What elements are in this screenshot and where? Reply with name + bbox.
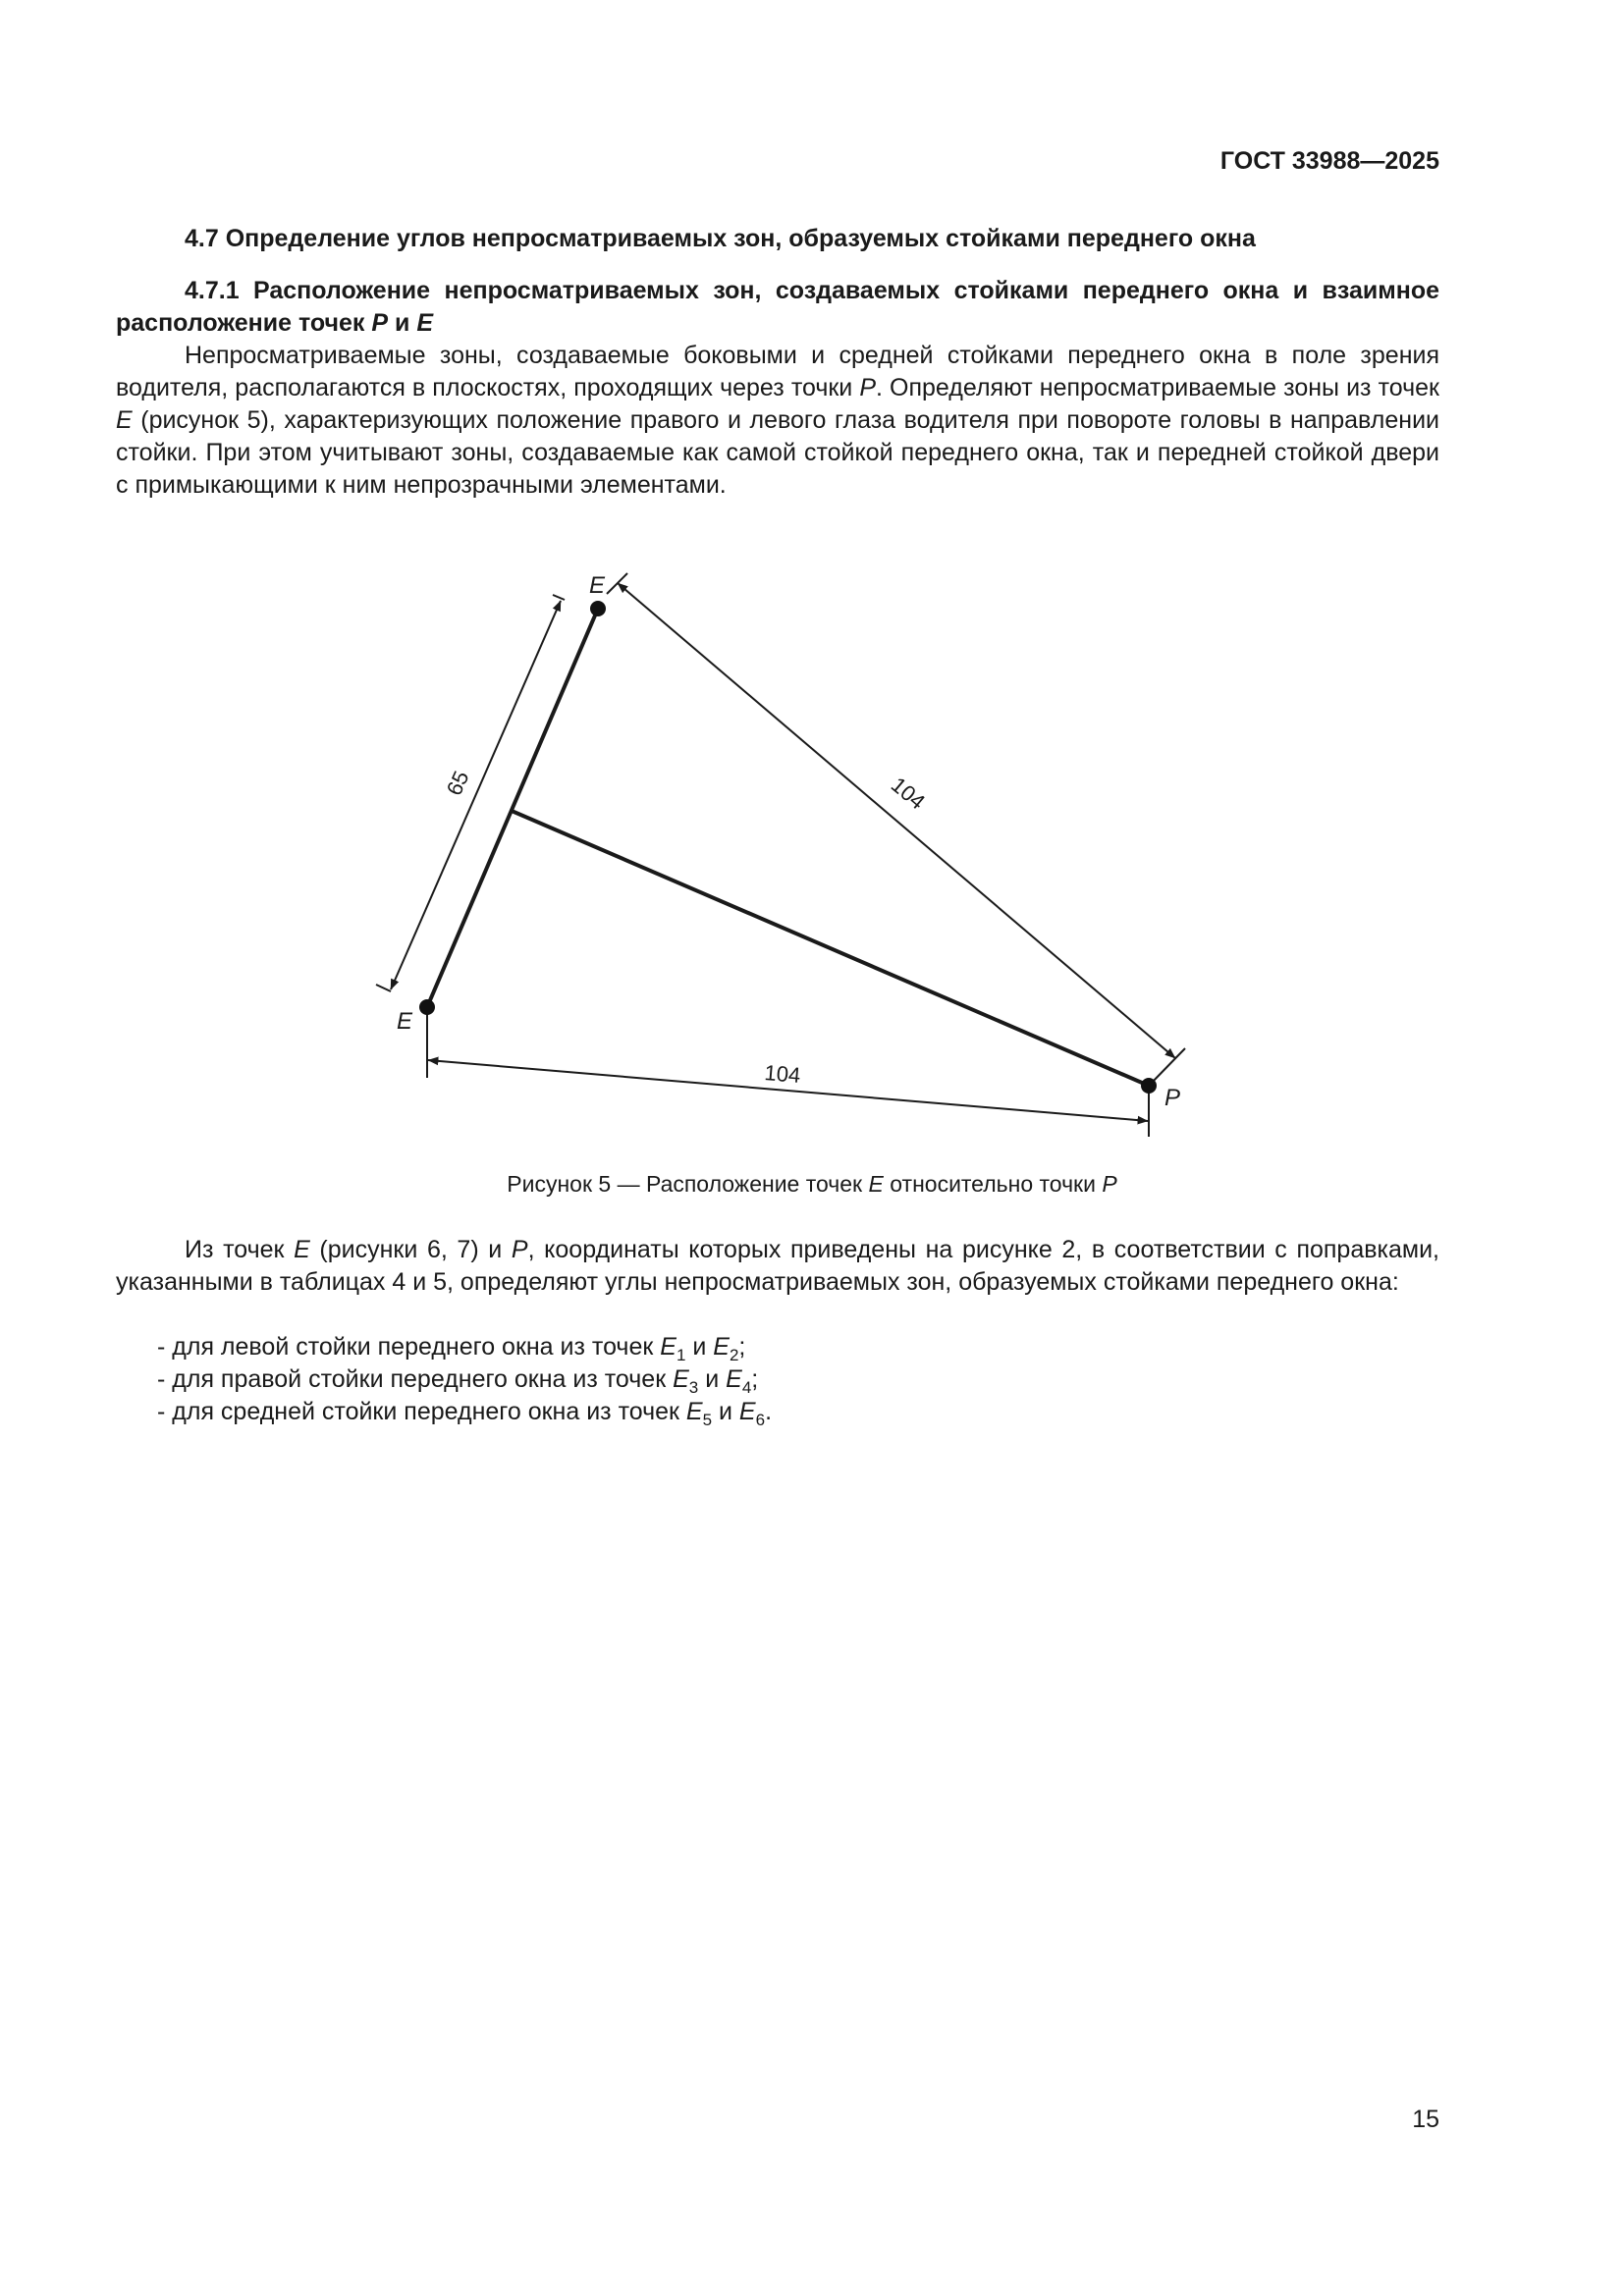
label-e-top: E [589, 572, 606, 599]
list-item: - для левой стойки переднего окна из точек $E_1$ и $E_2$; [157, 1333, 746, 1364]
extension-line [607, 573, 627, 594]
label-e-bottom: E [397, 1008, 413, 1035]
pillar-list [157, 1331, 772, 1428]
dimension-line-104-upper [618, 583, 1175, 1058]
page-number: 15 [1412, 2106, 1439, 2133]
paragraph-intro: Непросматриваемые зоны, создаваемые боковыми и средней стойками переднего окна в поле зрения водителя, располагаются в плоскостях, проходящих через точки P. Определяют непросматриваемые зоны из точек E (рисунок 5), характеризующих положение правого и левого глаза водителя при повороте головы в направлении стойки. При этом учитывают зоны, создаваемые как самой стойкой переднего окна, так и передней стойкой двери с примыкающими к ним непрозрачными элементами. [116, 342, 1439, 499]
paragraph-angles: Из точек E (рисунки 6, 7) и P, координаты которых приведены на рисунке 2, в соответствии с поправками, указанными в таблицах 4 и 5, определяют углы непросматриваемых зон, образуемых стойками переднего окна: [116, 1236, 1439, 1296]
subsection-heading: 4.7.1 Расположение непросматриваемых зон, создаваемых стойками переднего окна и взаимное расположение точек P и E [116, 277, 1439, 337]
pillar-line-e-e [427, 609, 598, 1007]
sight-line-to-p [512, 811, 1149, 1089]
figure-caption: Рисунок 5 — Расположение точек E относительно точки P [507, 1171, 1117, 1197]
dimension-value-65: 65 [441, 767, 474, 800]
dimension-line-65 [391, 601, 561, 989]
extension-line [376, 985, 391, 991]
extension-line [553, 595, 565, 600]
standard-number: ГОСТ 33988—2025 [1219, 147, 1439, 175]
point-e-bottom [419, 999, 435, 1015]
dimension-value-104-lower: 104 [763, 1060, 802, 1089]
label-p: P [1164, 1085, 1181, 1111]
list-item: - для средней стойки переднего окна из точек $E_5$ и $E_6$. [157, 1398, 773, 1429]
dimension-value-104-upper: 104 [886, 772, 930, 815]
point-p [1141, 1078, 1157, 1094]
section-heading: 4.7 Определение углов непросматриваемых зон, образуемых стойками переднего окна [185, 225, 1256, 252]
point-e-top [590, 601, 606, 616]
list-item: - для правой стойки переднего окна из точек $E_3$ и $E_4$; [157, 1365, 759, 1397]
